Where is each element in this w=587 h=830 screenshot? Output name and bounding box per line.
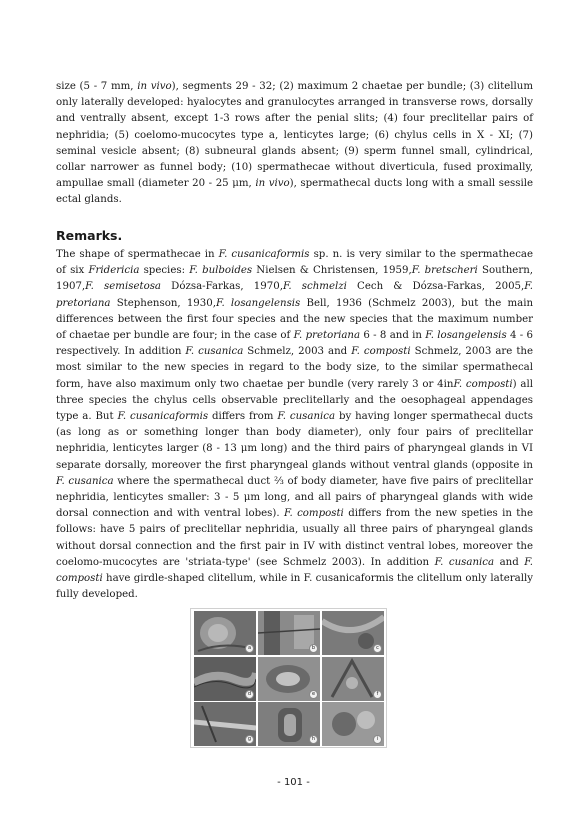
italic-text: F. semisetosa — [85, 281, 162, 293]
italic-text: F. cusanica — [185, 346, 244, 358]
text-run: ) all three species the chylus cells observable preclitellarly and the oesophageal appendages type a. But — [56, 378, 533, 423]
figure-panel-f — [322, 657, 384, 701]
italic-text: F. cusanica — [434, 556, 495, 568]
panel-label: i — [373, 735, 382, 744]
text-run: Dózsa-Farkas, 1970, — [161, 281, 283, 293]
text-run: Schmelz, 2003 and — [243, 346, 352, 358]
text-run: ), spermathecal ducts long with a small sessile ectal glands. — [56, 178, 533, 206]
figure-panel-h — [258, 702, 320, 746]
italic-text: F. losangelensis — [216, 297, 301, 309]
page-number: - 101 - — [277, 777, 310, 788]
text-run: differs from the new speties in the follows: have 5 pairs of preclitellar nephridia, usually all three pairs of pharyngeal glands without dorsal connection and the first pair in IV with distinct ventral lobes, moreover the coelomo-mucocytes are 'striata-type' (see Schmelz 2003). In addition — [56, 508, 533, 568]
text-run: 6 - 8 and in — [360, 330, 426, 342]
italic-text: F. composti — [453, 378, 513, 390]
text-run: Schmelz, 2003 are the most similar to the new species in regard to the body size, to the similar spermathecal form, have also maximum only two chaetae per bundle (very rarely 3 or 4in — [56, 346, 534, 390]
italic-text: F. composti — [351, 346, 411, 358]
text-run: differs from — [208, 411, 278, 423]
italic-text: F. composti — [56, 556, 534, 585]
text-run: species: — [139, 265, 190, 277]
text-run: 4 - 6 respectively. In addition — [56, 330, 533, 358]
micrograph-figure — [190, 608, 387, 748]
italic-text: F. schmelzi — [282, 281, 347, 293]
remarks-heading: Remarks. — [56, 228, 123, 243]
text-run: Nielsen & Christensen, 1959, — [252, 265, 412, 277]
text-run: where the spermathecal duct ⅔ of body diameter, have five pairs of preclitellar nephridia, lenticytes smaller: 3 - 5 μm long, and all pairs of pharyngeal glands with wide dorsal connection and with ventral lobes). — [56, 475, 534, 520]
text-run: Stephenson, 1930, — [110, 297, 216, 309]
italic-text: F. cusanicaformis — [218, 249, 310, 260]
text-run: and — [494, 556, 525, 568]
text-run: ), segments 29 - 32; (2) maximum 2 chaetae per bundle; (3) clitellum only laterally developed: hyalocytes and granulocytes arranged in transverse rows, dorsally and ventrally absent, except 1-3 rows after the penial slits; (4) four preclitellar pairs of nephridia; (5) coelomo-mucocytes type a, lenticytes large; (6) chylus cells in X - XI; (7) seminal vesicle absent; (8) subneural glands absent; (9) sperm funnel small, cylindrical, collar narrower as funnel body; (10) spermathecae without diverticula, fused proximally, ampullae small (diameter 20 - 25 μm, — [56, 81, 533, 190]
text-run: sp. n. is very similar to the spermathecae of six — [56, 249, 533, 277]
intro-paragraph — [56, 79, 533, 209]
text-run: Cech & Dózsa-Farkas, 2005, — [346, 281, 525, 293]
panel-label: g — [245, 735, 254, 744]
figure-panel-i — [322, 702, 384, 746]
panel-label: e — [309, 690, 318, 699]
text-run: Bell, 1936 (Schmelz 2003), but the main differences between the first four species and the new species that the maximum number of chaetae per bundle are four; in the case of — [56, 297, 534, 342]
text-run: by having longer spermathecal ducts (as long as or something longer than body diameter), only four pairs of preclitellar nephridia, lenticytes larger (8 - 13 μm long) and the third pairs of pharyngeal glands in VI separate dorsally, moreover the first pharyngeal glands without ventral glands (opposite in — [56, 411, 534, 471]
italic-text: Fridericia — [88, 265, 140, 277]
italic-text: F. cusanica — [56, 475, 114, 487]
figure-panel-b — [258, 611, 320, 655]
figure-panel-c — [322, 611, 384, 655]
italic-text: F. pretoriana — [56, 281, 533, 309]
panel-label: h — [309, 735, 318, 744]
panel-label: b — [309, 644, 318, 653]
italic-text: F. bretscheri — [411, 265, 478, 277]
italic-text: F. cusanica — [277, 411, 336, 423]
panel-label: c — [373, 644, 382, 653]
panel-label: d — [245, 690, 254, 699]
panel-label: a — [245, 644, 254, 653]
italic-text: F. composti — [283, 508, 344, 520]
italic-text: F. cusanicaformis — [117, 411, 209, 423]
italic-text: F. pretoriana — [293, 330, 361, 342]
italic-text: F. bulboides — [189, 265, 253, 277]
text-run: Southern, 1907, — [56, 265, 534, 293]
text-run: The shape of spermathecae in — [56, 249, 219, 260]
panel-label: f — [373, 690, 382, 699]
figure-panel-g — [194, 702, 256, 746]
text-run: have girdle-shaped clitellum, while in F. cusanicaformis the clitellum only laterally fully developed. — [56, 573, 533, 601]
figure-panel-a — [194, 611, 256, 655]
italic-text: F. losangelensis — [425, 330, 507, 342]
text-run: size (5 - 7 mm, — [56, 81, 138, 92]
italic-text: in vivo — [255, 178, 290, 190]
figure-panel-d — [194, 657, 256, 701]
figure-panel-e — [258, 657, 320, 701]
remarks-paragraph — [56, 247, 533, 603]
italic-text: in vivo — [137, 81, 172, 92]
